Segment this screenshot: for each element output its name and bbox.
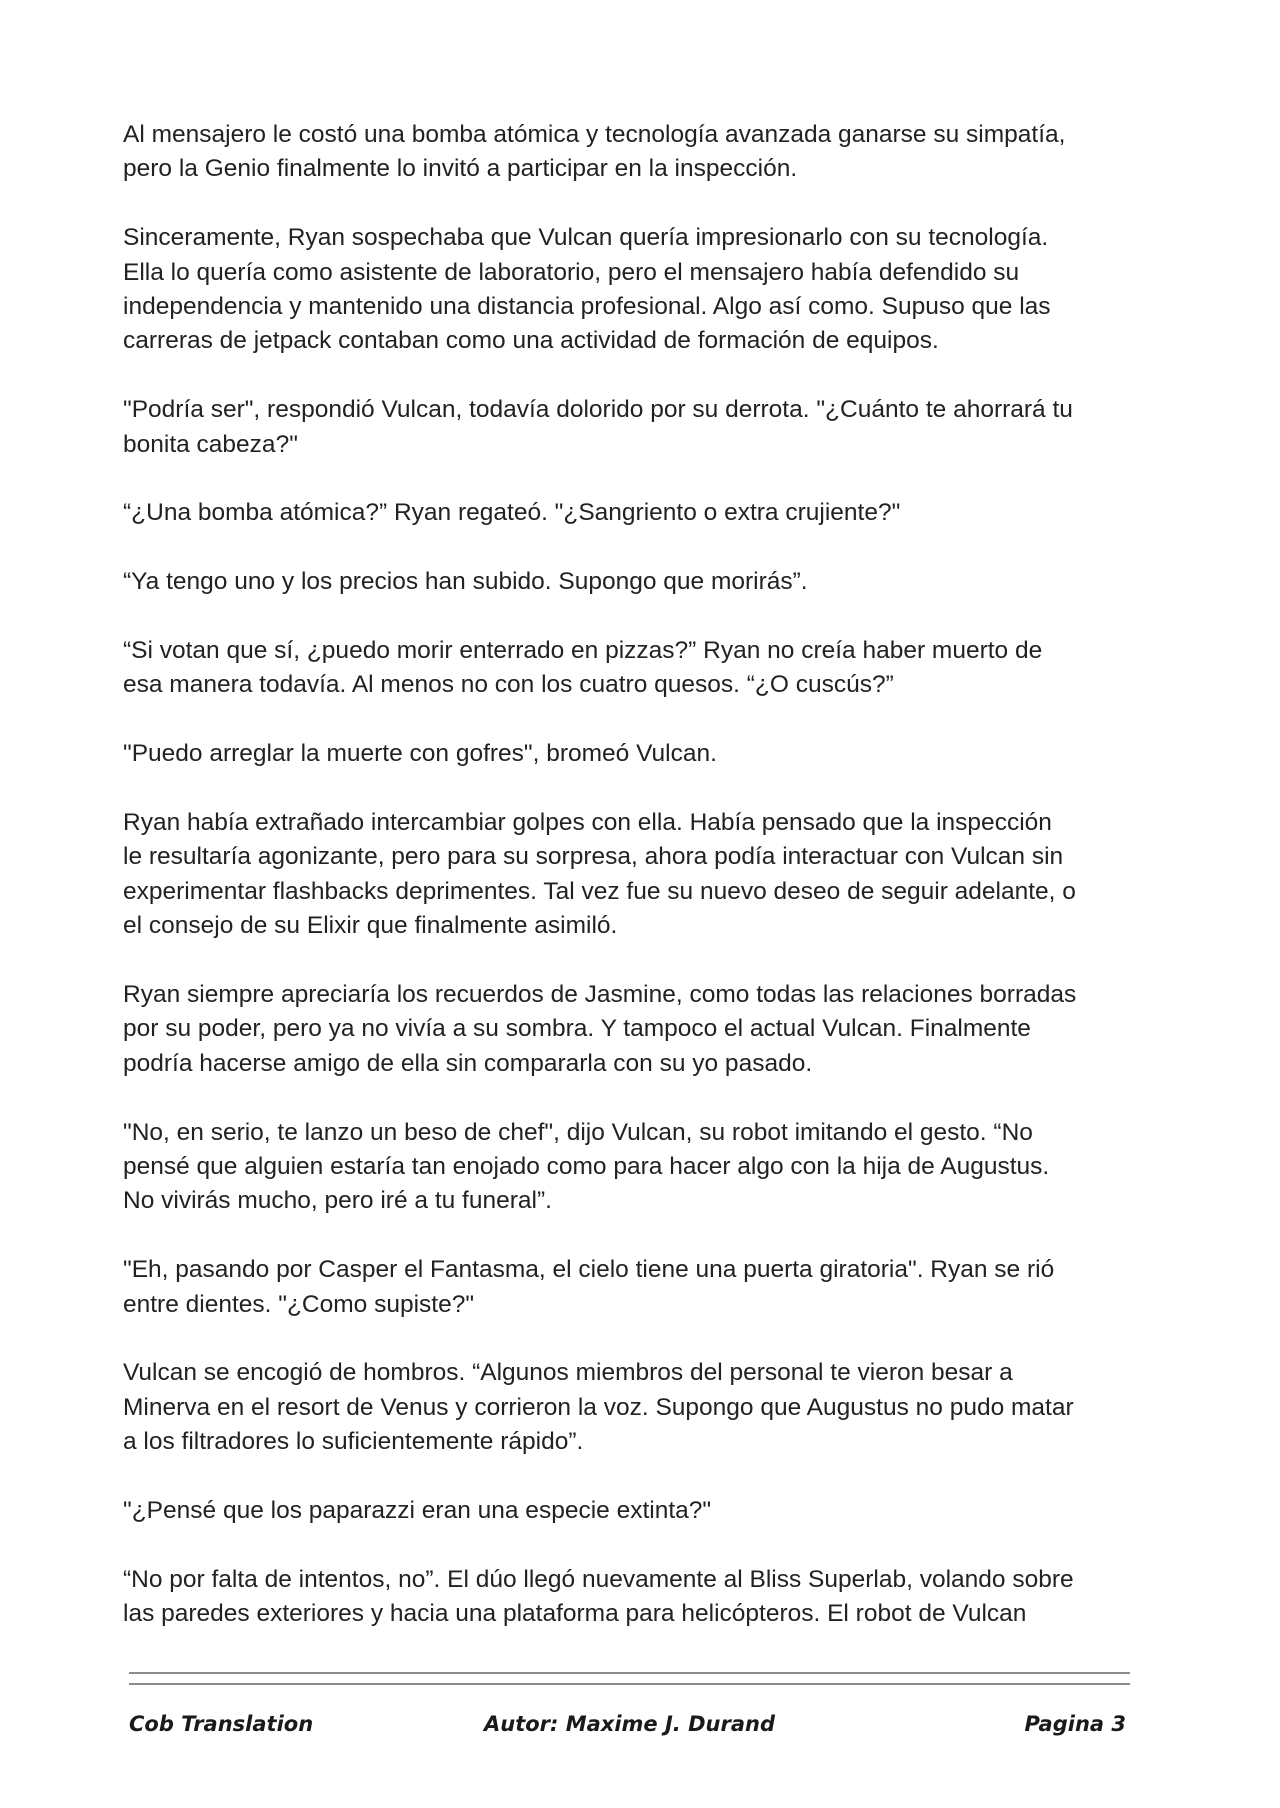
paragraph: "Eh, pasando por Casper el Fantasma, el cielo tiene una puerta giratoria". Ryan se rió entre dientes. "¿Como supiste?" xyxy=(123,1256,1055,1318)
paragraph: Ryan siempre apreciaría los recuerdos de Jasmine, como todas las relaciones borradas por su poder, pero ya no vivía a su sombra. Y tampoco el actual Vulcan. Finalmente podría hacerse amigo de ella sin compararla con su yo pasado. xyxy=(123,981,1077,1077)
body-text xyxy=(123,118,1163,1632)
paragraph: “Ya tengo uno y los precios han subido. Supongo que morirás”. xyxy=(123,568,808,596)
paragraph: “¿Una bomba atómica?” Ryan regateó. "¿Sangriento o extra crujiente?" xyxy=(123,499,901,527)
paragraph: "¿Pensé que los paparazzi eran una especie extinta?" xyxy=(123,1497,712,1525)
footer-page-number: Pagina 3 xyxy=(1024,1712,1126,1736)
paragraph: "Podría ser", respondió Vulcan, todavía dolorido por su derrota. "¿Cuánto te ahorrará tu bonita cabeza?" xyxy=(123,396,1073,458)
paragraph: Ryan había extrañado intercambiar golpes con ella. Había pensado que la inspección le resultaría agonizante, pero para su sorpresa, ahora podía interactuar con Vulcan sin experimentar flashbacks deprimentes. Tal vez fue su nuevo deseo de seguir adelante, o el consejo de su Elixir que finalmente asimiló. xyxy=(123,809,1076,940)
footer-divider xyxy=(129,1672,1130,1674)
footer-divider xyxy=(129,1683,1130,1685)
paragraph: Vulcan se encogió de hombros. “Algunos miembros del personal te vieron besar a Minerva en el resort de Venus y corrieron la voz. Supongo que Augustus no pudo matar a los filtradores lo suficientemente rápido”. xyxy=(123,1359,1074,1456)
paragraph: “Si votan que sí, ¿puedo morir enterrado en pizzas?” Ryan no creía haber muerto de esa manera todavía. Al menos no con los cuatro quesos. “¿O cuscús?” xyxy=(123,637,1043,699)
paragraph: Al mensajero le costó una bomba atómica y tecnología avanzada ganarse su simpatía, pero la Genio finalmente lo invitó a participar en la inspección. xyxy=(123,121,1066,183)
paragraph: “No por falta de intentos, no”. El dúo llegó nuevamente al Bliss Superlab, volando sobre las paredes exteriores y hacia una plataforma para helicópteros. El robot de Vulcan xyxy=(123,1565,1074,1628)
paragraph: "No, en serio, te lanzo un beso de chef", dijo Vulcan, su robot imitando el gesto. “No pensé que alguien estaría tan enojado como para hacer algo con la hija de Augustus. No vivirás mucho, pero iré a tu funeral”. xyxy=(123,1118,1050,1215)
paragraph: "Puedo arreglar la muerte con gofres", bromeó Vulcan. xyxy=(123,740,717,768)
footer-author: Autor: Maxime J. Durand xyxy=(484,1712,775,1736)
page-footer xyxy=(129,1712,1130,1744)
footer-translator: Cob Translation xyxy=(129,1712,314,1736)
paragraph: Sinceramente, Ryan sospechaba que Vulcan quería impresionarlo con su tecnología. Ella lo quería como asistente de laboratorio, pero el mensajero había defendido su independencia y mantenido una distancia profesional. Algo así como. Supuso que las carreras de jetpack contaban como una actividad de formación de equipos. xyxy=(123,224,1051,355)
